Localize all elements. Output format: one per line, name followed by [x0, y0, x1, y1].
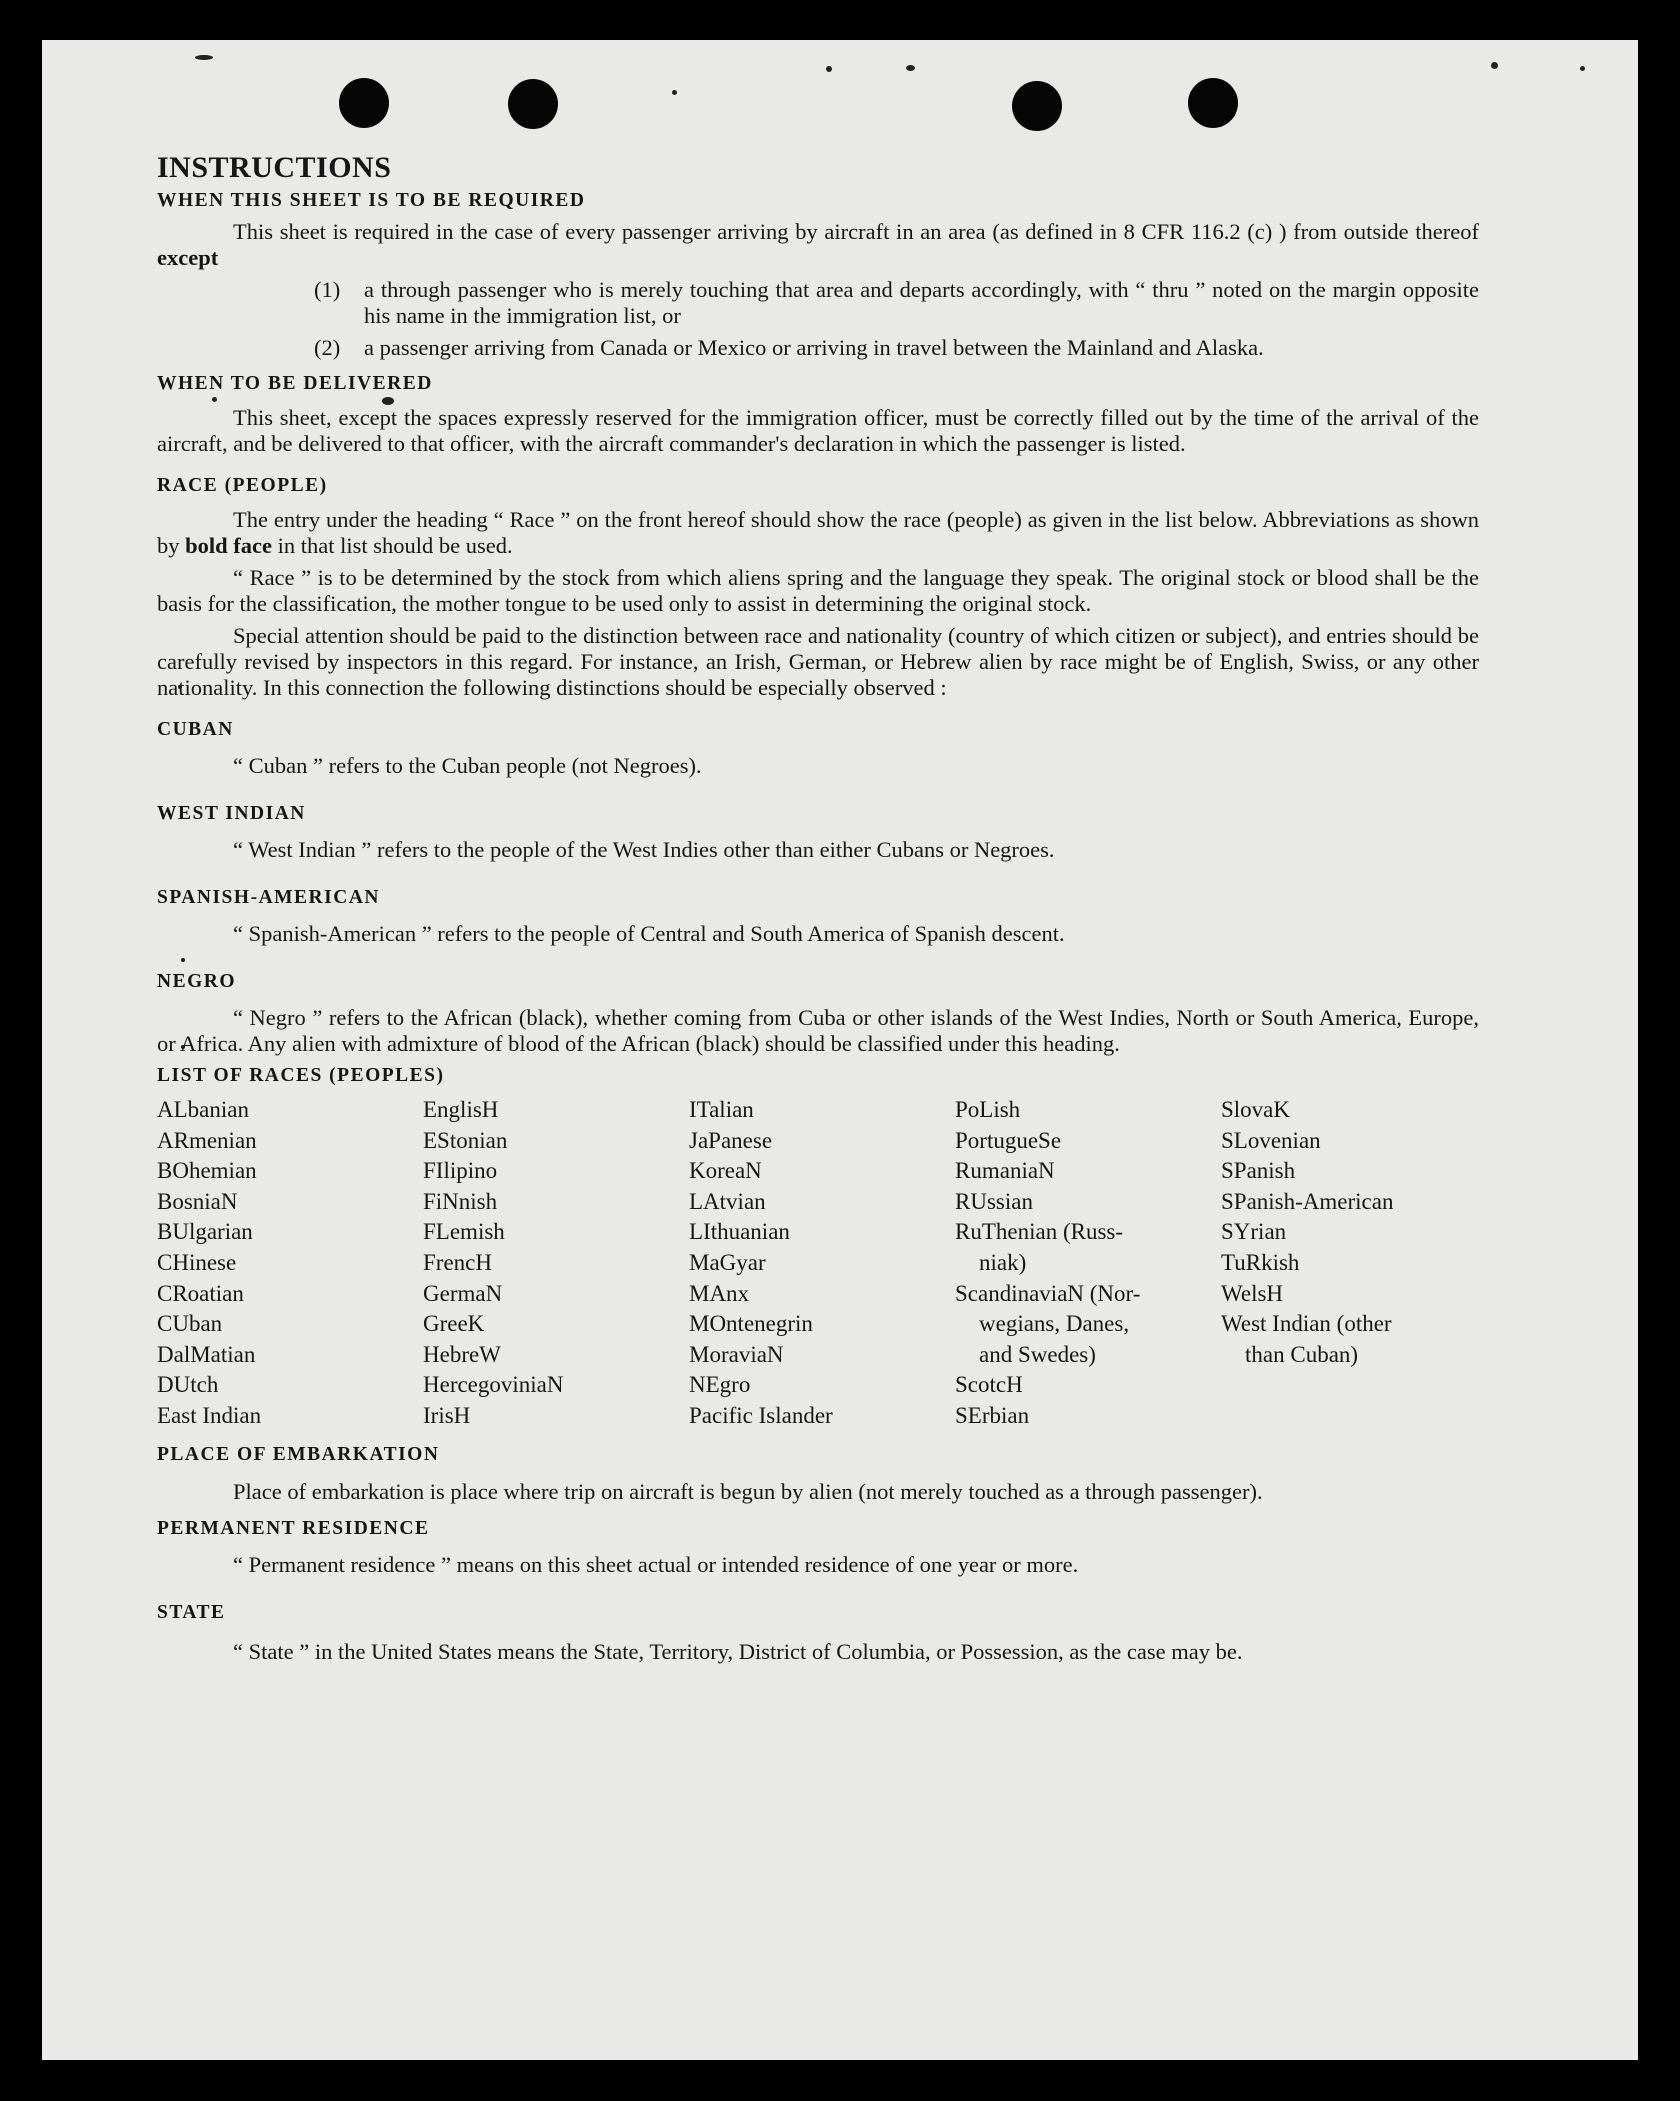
race-entry: RuThenian (Russ- — [955, 1219, 1124, 1245]
race-list — [157, 1095, 1479, 1432]
race-entry: GermaN — [423, 1280, 503, 1306]
race-entry: HercegoviniaN — [423, 1372, 564, 1398]
race-entry: RumaniaN — [955, 1158, 1055, 1184]
paragraph: “ Negro ” refers to the African (black), whether coming from Cuba or other islands of the West Indies, North or South America, Europe, or Africa. Any alien with admixture of blood of the African (black) should be classified under this heading. — [157, 1005, 1479, 1056]
race-entry: LAtvian — [689, 1188, 766, 1214]
race-entry: Pacific Islander — [689, 1402, 833, 1428]
race-entry: FrencH — [423, 1249, 492, 1275]
race-entry: HebreW — [423, 1341, 501, 1367]
race-entry: MAnx — [689, 1280, 750, 1306]
race-entry: JaPanese — [689, 1127, 773, 1153]
race-entry: FIlipino — [423, 1158, 498, 1184]
paragraph: This sheet, except the spaces expressly reserved for the immigration officer, must be correctly filled out by the time of the arrival of the aircraft, and be delivered to that officer, with the aircraft commander's declaration in which the passenger is listed. — [157, 405, 1479, 456]
race-column — [157, 1095, 423, 1432]
race-column — [1221, 1095, 1479, 1432]
paragraph: Special attention should be paid to the distinction between race and nationality (country of which citizen or subject), and entries should be carefully revised by inspectors in this regard. For instance, an Irish, German, or Hebrew alien by race might be of English, Swiss, or any other nationality. In this connection the following distinctions should be especially observed : — [157, 623, 1479, 700]
scan-speck — [195, 55, 213, 60]
scan-speck — [906, 65, 915, 71]
race-entry: CHinese — [157, 1249, 237, 1275]
list-number: (2) — [314, 335, 341, 360]
race-entry: FiNnish — [423, 1188, 498, 1214]
race-entry: SPanish — [1221, 1158, 1296, 1184]
race-entry: DalMatian — [157, 1341, 256, 1367]
race-entry: GreeK — [423, 1311, 485, 1337]
race-entry: SPanish-American — [1221, 1188, 1394, 1214]
race-entry: ScandinaviaN (Nor- — [955, 1280, 1141, 1306]
race-entry: FLemish — [423, 1219, 505, 1245]
race-entry: MaGyar — [689, 1249, 766, 1275]
race-entry: MOntenegrin — [689, 1311, 813, 1337]
race-entry: EStonian — [423, 1127, 508, 1153]
paragraph: Place of embarkation is place where trip on aircraft is begun by alien (not merely touched as a through passenger). — [233, 1478, 1263, 1504]
race-entry: CUban — [157, 1311, 223, 1337]
section-heading: LIST OF RACES (PEOPLES) — [157, 1065, 445, 1086]
section-heading: WEST INDIAN — [157, 803, 306, 824]
race-entry-continued: than Cuban) — [1245, 1341, 1359, 1367]
race-entry: DUtch — [157, 1372, 219, 1398]
section-heading: WHEN THIS SHEET IS TO BE REQUIRED — [157, 190, 586, 211]
race-entry: SlovaK — [1221, 1097, 1290, 1122]
race-entry: ScotcH — [955, 1372, 1023, 1398]
section-heading: STATE — [157, 1601, 226, 1623]
list-text: a through passenger who is merely touching that area and departs accordingly, with “ thru ” noted on the margin opposite his name in the immigration list, or — [364, 277, 1479, 328]
race-entry: BUlgarian — [157, 1219, 253, 1245]
paragraph: “ Permanent residence ” means on this sheet actual or intended residence of one year or more. — [233, 1551, 1079, 1577]
paragraph: “ Race ” is to be determined by the stock from which aliens spring and the language they speak. The original stock or blood shall be the basis for the classification, the mother tongue to be used only to assist in determining the original stock. — [157, 565, 1479, 616]
paragraph: “ Cuban ” refers to the Cuban people (not Negroes). — [233, 753, 702, 778]
list-number: (1) — [314, 277, 341, 302]
race-entry: NEgro — [689, 1372, 751, 1398]
race-entry: SLovenian — [1221, 1127, 1321, 1153]
section-heading: NEGRO — [157, 971, 237, 992]
race-entry: SYrian — [1221, 1219, 1287, 1245]
race-entry: East Indian — [157, 1402, 262, 1428]
paragraph: “ West Indian ” refers to the people of the West Indies other than either Cubans or Negroes. — [233, 837, 1055, 862]
section-heading: RACE (PEOPLE) — [157, 475, 328, 496]
scan-speck — [826, 66, 832, 72]
race-entry: ALbanian — [157, 1097, 249, 1122]
section-heading: PLACE OF EMBARKATION — [157, 1443, 440, 1465]
race-entry: RUssian — [955, 1188, 1033, 1214]
section-heading: PERMANENT RESIDENCE — [157, 1517, 430, 1539]
race-column — [955, 1095, 1221, 1432]
race-entry: LIthuanian — [689, 1219, 790, 1245]
instructions-content — [157, 115, 1479, 1668]
race-entry: SErbian — [955, 1402, 1030, 1428]
paragraph: The entry under the heading “ Race ” on the front hereof should show the race (people) as given in the list below. Abbreviations as shown by bold face in that list should be used. — [157, 507, 1479, 558]
race-entry: MoraviaN — [689, 1341, 784, 1367]
paragraph: This sheet is required in the case of every passenger arriving by aircraft in an area (as defined in 8 CFR 116.2 (c) ) from outside thereof except — [157, 219, 1479, 270]
page-title: INSTRUCTIONS — [157, 151, 392, 184]
scan-speck — [1580, 66, 1585, 71]
section-heading: SPANISH-AMERICAN — [157, 887, 380, 908]
section-heading: WHEN TO BE DELIVERED — [157, 373, 433, 394]
race-entry: ITalian — [689, 1097, 754, 1122]
race-entry: WelsH — [1221, 1280, 1284, 1306]
section-heading: CUBAN — [157, 719, 234, 740]
race-entry: West Indian (other — [1221, 1311, 1392, 1337]
race-column — [423, 1095, 689, 1432]
race-column — [689, 1095, 955, 1432]
paragraph: “ Spanish-American ” refers to the people of Central and South America of Spanish descent. — [233, 921, 1065, 946]
race-entry: IrisH — [423, 1402, 471, 1428]
race-entry: PoLish — [955, 1097, 1021, 1122]
paragraph: “ State ” in the United States means the State, Territory, District of Columbia, or Possession, as the case may be. — [233, 1638, 1243, 1664]
list-text: a passenger arriving from Canada or Mexico or arriving in travel between the Mainland and Alaska. — [364, 335, 1264, 360]
race-entry: ARmenian — [157, 1127, 257, 1153]
race-entry: BOhemian — [157, 1158, 257, 1184]
race-entry: KoreaN — [689, 1158, 762, 1184]
race-entry-continued: niak) — [979, 1249, 1027, 1275]
list-item — [314, 277, 1479, 329]
list-item — [314, 335, 1479, 361]
race-entry: CRoatian — [157, 1280, 244, 1306]
scan-speck — [1491, 62, 1498, 69]
race-entry-continued: wegians, Danes, — [979, 1311, 1130, 1337]
scan-speck — [672, 90, 677, 95]
race-entry-continued: and Swedes) — [979, 1341, 1096, 1367]
race-entry: EnglisH — [423, 1097, 499, 1122]
race-entry: BosniaN — [157, 1188, 238, 1214]
race-entry: PortugueSe — [955, 1127, 1062, 1153]
race-entry: TuRkish — [1221, 1249, 1300, 1275]
